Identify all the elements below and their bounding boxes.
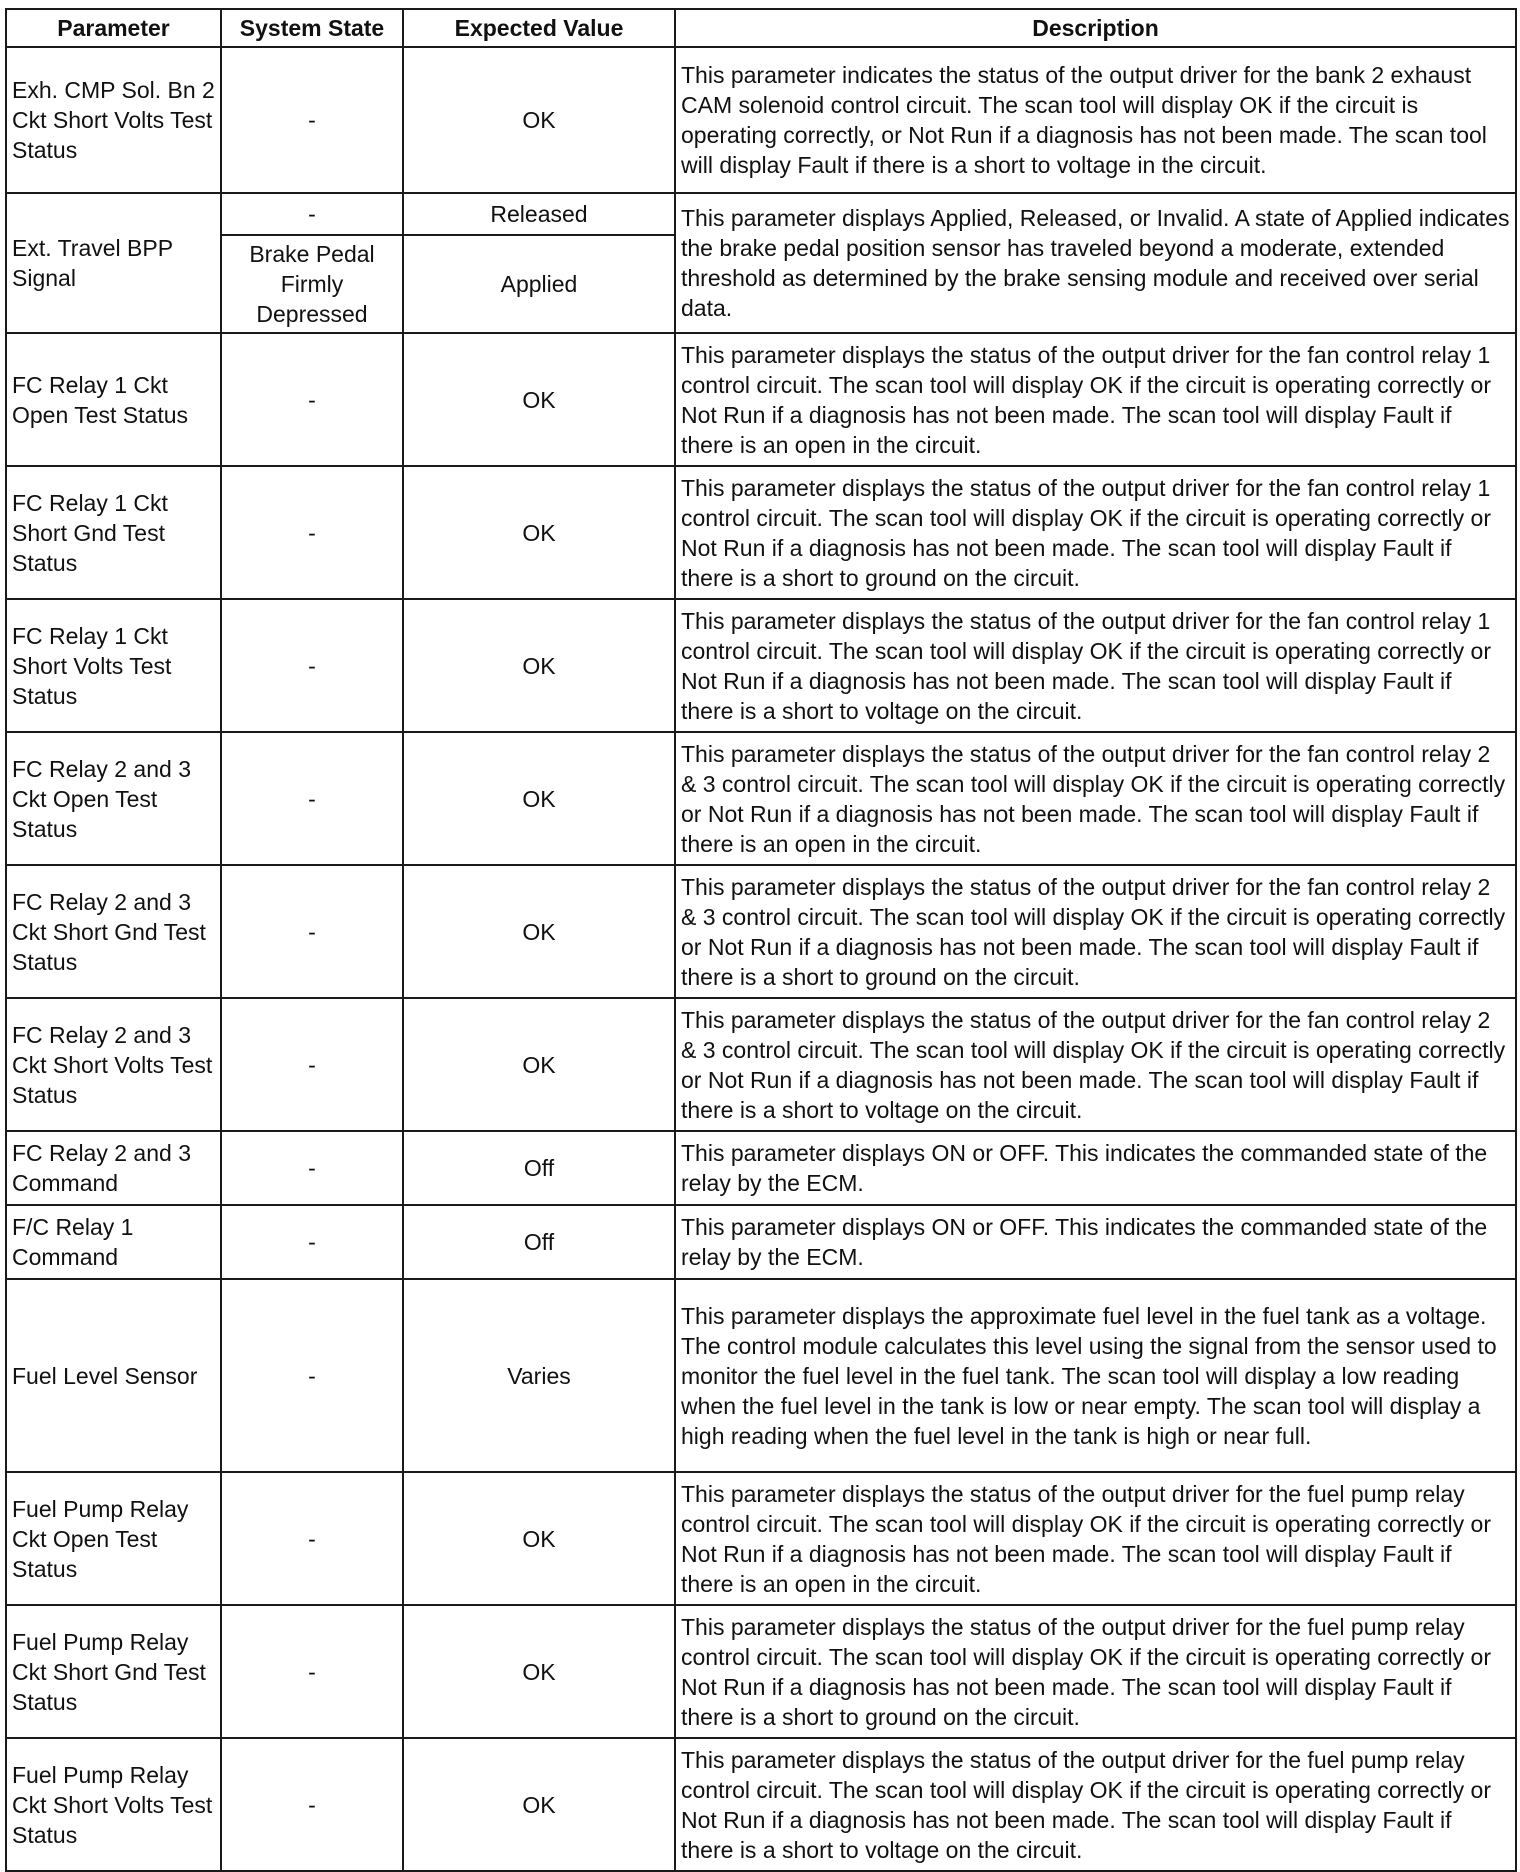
description-cell: This parameter displays the status of the output driver for the fan control relay 2 & 3 control circuit. The scan tool will display OK if the circuit is operating correctly or Not Run if a diagnosis has not been made. The scan tool will display Fault if there is a short to ground on the circuit. (675, 865, 1516, 998)
system-state-cell: - (221, 466, 403, 599)
parameter-cell: FC Relay 2 and 3 Command (6, 1131, 221, 1205)
description-cell: This parameter displays the approximate fuel level in the fuel tank as a voltage. The control module calculates this level using the signal from the sensor used to monitor the fuel level in the fuel tank. The scan tool will display a low reading when the fuel level in the tank is low or near empty. The scan tool will display a high reading when the fuel level in the tank is high or near full. (675, 1279, 1516, 1472)
expected-value-cell: OK (403, 47, 675, 193)
system-state-cell: - (221, 1205, 403, 1279)
system-state-cell: - (221, 47, 403, 193)
system-state-cell: - (221, 1131, 403, 1205)
parameter-cell: Ext. Travel BPP Signal (6, 193, 221, 333)
description-cell: This parameter displays ON or OFF. This indicates the commanded state of the relay by the ECM. (675, 1131, 1516, 1205)
table-row (6, 466, 1516, 599)
parameter-cell: FC Relay 2 and 3 Ckt Short Gnd Test Status (6, 865, 221, 998)
description-cell: This parameter displays ON or OFF. This indicates the commanded state of the relay by the ECM. (675, 1205, 1516, 1279)
table-row (6, 1472, 1516, 1605)
system-state-cell: - (221, 333, 403, 466)
table-row (6, 998, 1516, 1131)
parameter-cell: FC Relay 2 and 3 Ckt Open Test Status (6, 732, 221, 865)
expected-value-cell: OK (403, 1605, 675, 1738)
parameter-cell: Fuel Pump Relay Ckt Short Gnd Test Status (6, 1605, 221, 1738)
header-row (6, 9, 1516, 47)
header-system-state: System State (221, 9, 403, 47)
table-row (6, 1131, 1516, 1205)
system-state-cell: - (221, 732, 403, 865)
header-description: Description (675, 9, 1516, 47)
system-state-cell: - (221, 998, 403, 1131)
system-state-cell: - (221, 1279, 403, 1472)
parameter-cell: FC Relay 1 Ckt Short Gnd Test Status (6, 466, 221, 599)
expected-value-cell: OK (403, 599, 675, 732)
description-cell: This parameter indicates the status of the output driver for the bank 2 exhaust CAM solenoid control circuit. The scan tool will display OK if the circuit is operating correctly, or Not Run if a diagnosis has not been made. The scan tool will display Fault if there is a short to voltage in the circuit. (675, 47, 1516, 193)
table-row (6, 1738, 1516, 1871)
description-cell: This parameter displays the status of the output driver for the fuel pump relay control circuit. The scan tool will display OK if the circuit is operating correctly or Not Run if a diagnosis has not been made. The scan tool will display Fault if there is a short to voltage on the circuit. (675, 1738, 1516, 1871)
description-cell: This parameter displays the status of the output driver for the fan control relay 1 control circuit. The scan tool will display OK if the circuit is operating correctly or Not Run if a diagnosis has not been made. The scan tool will display Fault if there is an open in the circuit. (675, 333, 1516, 466)
description-cell: This parameter displays the status of the output driver for the fan control relay 1 control circuit. The scan tool will display OK if the circuit is operating correctly or Not Run if a diagnosis has not been made. The scan tool will display Fault if there is a short to voltage on the circuit. (675, 599, 1516, 732)
table-row (6, 193, 1516, 235)
expected-value-cell: OK (403, 732, 675, 865)
description-cell: This parameter displays Applied, Released, or Invalid. A state of Applied indicates the brake pedal position sensor has traveled beyond a moderate, extended threshold as determined by the brake sensing module and received over serial data. (675, 193, 1516, 333)
description-cell: This parameter displays the status of the output driver for the fuel pump relay control circuit. The scan tool will display OK if the circuit is operating correctly or Not Run if a diagnosis has not been made. The scan tool will display Fault if there is a short to ground on the circuit. (675, 1605, 1516, 1738)
expected-value-cell: OK (403, 865, 675, 998)
system-state-cell: - (221, 599, 403, 732)
parameter-cell: Fuel Pump Relay Ckt Open Test Status (6, 1472, 221, 1605)
expected-value-cell: Varies (403, 1279, 675, 1472)
table-row (6, 333, 1516, 466)
system-state-cell: - (221, 865, 403, 998)
system-state-cell: - (221, 1738, 403, 1871)
parameter-cell: FC Relay 1 Ckt Short Volts Test Status (6, 599, 221, 732)
system-state-cell: Brake Pedal Firmly Depressed (221, 235, 403, 333)
table-row (6, 47, 1516, 193)
description-cell: This parameter displays the status of the output driver for the fan control relay 1 control circuit. The scan tool will display OK if the circuit is operating correctly or Not Run if a diagnosis has not been made. The scan tool will display Fault if there is a short to ground on the circuit. (675, 466, 1516, 599)
expected-value-cell: OK (403, 466, 675, 599)
description-cell: This parameter displays the status of the output driver for the fuel pump relay control circuit. The scan tool will display OK if the circuit is operating correctly or Not Run if a diagnosis has not been made. The scan tool will display Fault if there is an open in the circuit. (675, 1472, 1516, 1605)
expected-value-cell: Released (403, 193, 675, 235)
parameter-cell: Fuel Pump Relay Ckt Short Volts Test Status (6, 1738, 221, 1871)
parameter-cell: Exh. CMP Sol. Bn 2 Ckt Short Volts Test Status (6, 47, 221, 193)
header-parameter: Parameter (6, 9, 221, 47)
table-row (6, 599, 1516, 732)
parameter-cell: F/C Relay 1 Command (6, 1205, 221, 1279)
expected-value-cell: Applied (403, 235, 675, 333)
system-state-cell: - (221, 1605, 403, 1738)
description-cell: This parameter displays the status of the output driver for the fan control relay 2 & 3 control circuit. The scan tool will display OK if the circuit is operating correctly or Not Run if a diagnosis has not been made. The scan tool will display Fault if there is an open in the circuit. (675, 732, 1516, 865)
system-state-cell: - (221, 193, 403, 235)
expected-value-cell: OK (403, 998, 675, 1131)
table-row (6, 865, 1516, 998)
table-row (6, 1205, 1516, 1279)
table-row (6, 1605, 1516, 1738)
expected-value-cell: OK (403, 333, 675, 466)
expected-value-cell: Off (403, 1205, 675, 1279)
system-state-cell: - (221, 1472, 403, 1605)
parameter-cell: Fuel Level Sensor (6, 1279, 221, 1472)
description-cell: This parameter displays the status of the output driver for the fan control relay 2 & 3 control circuit. The scan tool will display OK if the circuit is operating correctly or Not Run if a diagnosis has not been made. The scan tool will display Fault if there is a short to voltage on the circuit. (675, 998, 1516, 1131)
header-expected-value: Expected Value (403, 9, 675, 47)
expected-value-cell: OK (403, 1472, 675, 1605)
expected-value-cell: OK (403, 1738, 675, 1871)
parameter-cell: FC Relay 2 and 3 Ckt Short Volts Test Status (6, 998, 221, 1131)
table-row (6, 1279, 1516, 1472)
parameter-table (5, 8, 1517, 1872)
table-row (6, 732, 1516, 865)
parameter-cell: FC Relay 1 Ckt Open Test Status (6, 333, 221, 466)
expected-value-cell: Off (403, 1131, 675, 1205)
